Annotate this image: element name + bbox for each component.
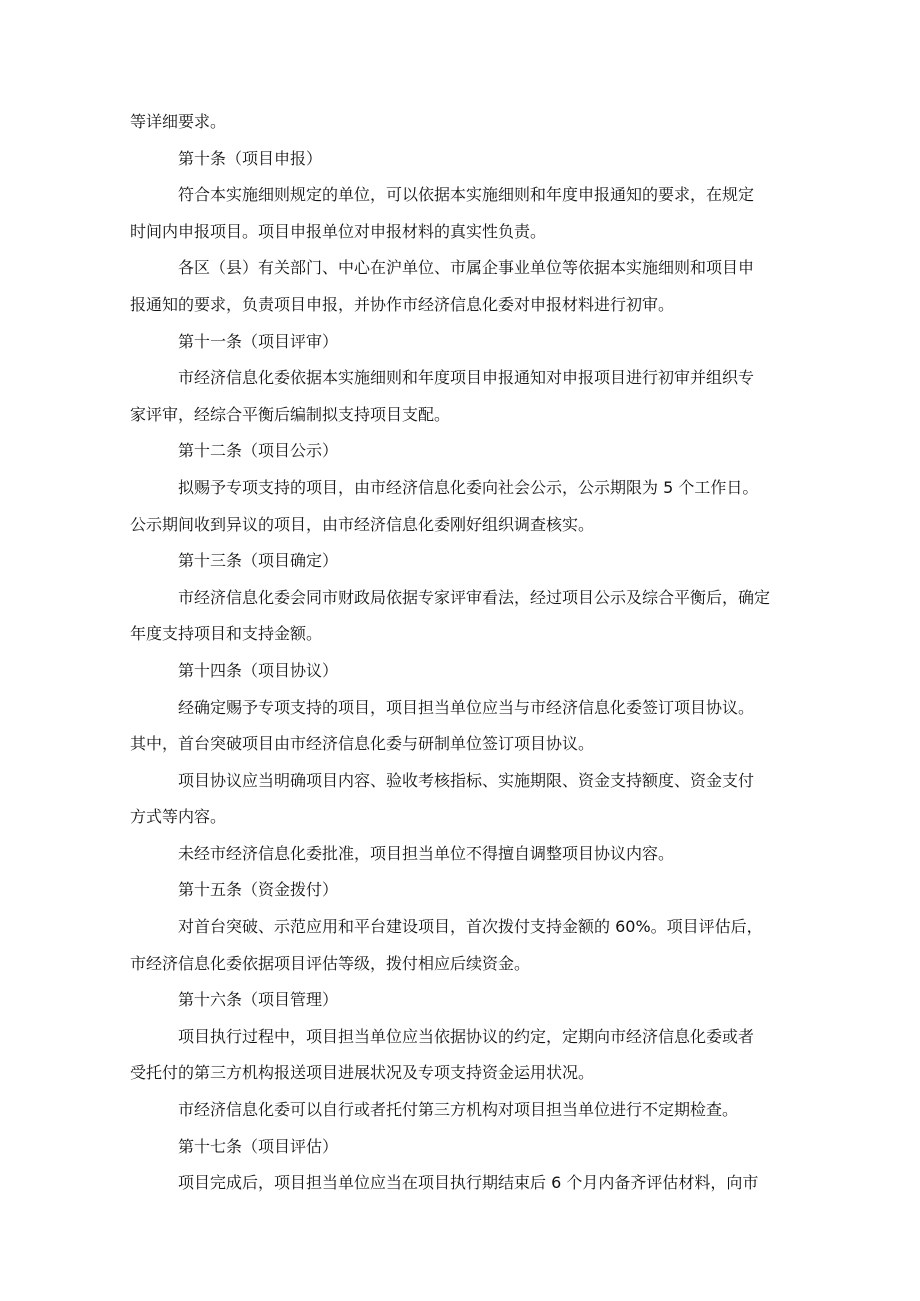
document-line: 家评审，经综合平衡后编制拟支持项目支配。	[130, 404, 451, 424]
document-line: 项目执行过程中，项目担当单位应当依据协议的约定，定期向市经济信息化委或者	[178, 1026, 755, 1046]
document-line: 项目协议应当明确项目内容、验收考核指标、实施期限、资金支持额度、资金支付	[178, 770, 755, 790]
document-line: 等详细要求。	[130, 112, 227, 131]
document-line: 第十二条（项目公示）	[178, 441, 339, 461]
document-line: 公示期间收到异议的项目，由市经济信息化委刚好组织调查核实。	[130, 514, 595, 534]
document-line: 第十四条（项目协议）	[178, 660, 339, 680]
document-line: 拟赐予专项支持的项目，由市经济信息化委向社会公示，公示期限为 5 个工作日。	[178, 477, 759, 497]
document-line: 对首台突破、示范应用和平台建设项目，首次拨付支持金额的 60%。项目评估后，	[178, 917, 763, 937]
document-line: 项目完成后，项目担当单位应当在项目执行期结束后 6 个月内备齐评估材料，向市	[178, 1173, 759, 1193]
document-line: 市经济信息化委依据项目评估等级，拨付相应后续资金。	[130, 953, 531, 973]
document-line: 市经济信息化委可以自行或者托付第三方机构对项目担当单位进行不定期检查。	[178, 1100, 739, 1120]
document-line: 方式等内容。	[130, 807, 227, 827]
document-line: 市经济信息化委依据本实施细则和年度项目申报通知对申报项目进行初审并组织专	[178, 368, 755, 388]
document-line: 受托付的第三方机构报送项目进展状况及专项支持资金运用状况。	[130, 1063, 595, 1083]
document-line: 时间内申报项目。项目申报单位对申报材料的真实性负责。	[130, 221, 547, 241]
document-line: 各区（县）有关部门、中心在沪单位、市属企事业单位等依据本实施细则和项目申	[178, 258, 755, 278]
document-line: 经确定赐予专项支持的项目，项目担当单位应当与市经济信息化委签订项目协议。	[178, 697, 755, 717]
document-line: 未经市经济信息化委批准，项目担当单位不得擅自调整项目协议内容。	[178, 843, 675, 863]
document-line: 报通知的要求，负责项目申报，并协作市经济信息化委对申报材料进行初审。	[130, 294, 675, 314]
document-line: 第十一条（项目评审）	[178, 331, 339, 351]
document-line: 其中，首台突破项目由市经济信息化委与研制单位签订项目协议。	[130, 734, 595, 754]
document-line: 第十三条（项目确定）	[178, 551, 339, 571]
document-line: 第十条（项目申报）	[178, 148, 323, 168]
document-line: 第十七条（项目评估）	[178, 1136, 339, 1156]
document-line: 第十六条（项目管理）	[178, 990, 339, 1010]
document-line: 年度支持项目和支持金额。	[130, 624, 323, 644]
document-line: 符合本实施细则规定的单位，可以依据本实施细则和年度申报通知的要求，在规定	[178, 185, 755, 205]
document-body	[130, 104, 790, 1202]
document-line: 第十五条（资金拨付）	[178, 880, 339, 900]
document-line: 市经济信息化委会同市财政局依据专家评审看法，经过项目公示及综合平衡后，确定	[178, 587, 771, 607]
